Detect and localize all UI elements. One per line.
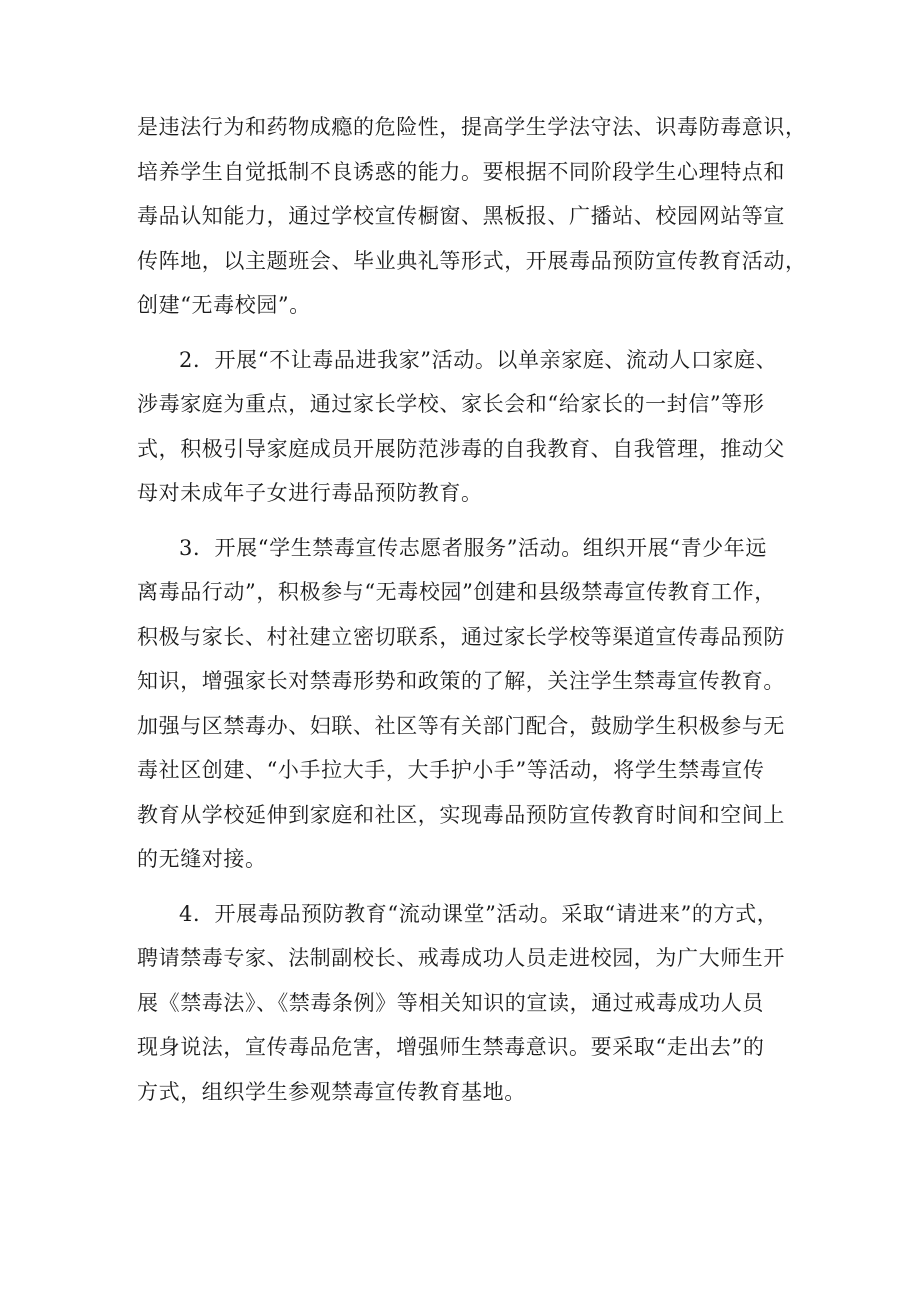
text-line: 毒品认知能力，通过学校宣传橱窗、黑板报、广播站、校园网站等宣 [137, 204, 785, 228]
paragraph-continuation [137, 105, 807, 328]
text-line: 3．开展“学生禁毒宣传志愿者服务”活动。组织开展“青少年远 [179, 535, 767, 560]
paragraph-gap [137, 882, 797, 892]
text-line: 知识，增强家长对禁毒形势和政策的了解，关注学生禁毒宣传教育。 [137, 669, 785, 693]
text-line: 传阵地，以主题班会、毕业典礼等形式，开展毒品预防宣传教育活动， [137, 248, 807, 273]
text-line: 培养学生自觉抵制不良诱惑的能力。要根据不同阶段学生心理特点和 [137, 159, 785, 184]
text-line: 毒社区创建、“小手拉大手，大手护小手”等活动，将学生禁毒宣传 [137, 758, 765, 782]
text-line: 现身说法，宣传毒品危害，增强师生禁毒意识。要采取“走出去”的 [137, 1035, 765, 1059]
text-line: 积极与家长、村社建立密切联系，通过家长学校等渠道宣传毒品预防 [137, 624, 785, 649]
text-line: 创建“无毒校园”。 [137, 293, 311, 317]
paragraph-item-3 [137, 526, 797, 882]
text-line: 涉毒家庭为重点，通过家长学校、家长会和“给家长的一封信”等形 [137, 392, 765, 416]
text-line: 加强与区禁毒办、妇联、社区等有关部门配合，鼓励学生积极参与无 [137, 713, 785, 738]
document-body [137, 105, 807, 1114]
text-line: 方式，组织学生参观禁毒宣传教育基地。 [137, 1079, 526, 1104]
paragraph-gap [137, 328, 797, 338]
paragraph-item-4 [137, 892, 797, 1115]
text-line: 母对未成年子女进行毒品预防教育。 [137, 481, 483, 505]
text-line: 的无缝对接。 [137, 847, 267, 871]
text-line: 4．开展毒品预防教育“流动课堂”活动。采取“请进来”的方式， [179, 901, 779, 926]
text-line: 教育从学校延伸到家庭和社区，实现毒品预防宣传教育时间和空间上 [137, 802, 785, 827]
text-line: 式，积极引导家庭成员开展防范涉毒的自我教育、自我管理，推动父 [137, 436, 785, 461]
text-line: 离毒品行动”，积极参与“无毒校园”创建和县级禁毒宣传教育工作， [137, 580, 776, 604]
text-line: 聘请禁毒专家、法制副校长、戒毒成功人员走进校园，为广大师生开 [137, 946, 785, 970]
text-line: 2．开展“不让毒品进我家”活动。以单亲家庭、流动人口家庭、 [179, 347, 778, 372]
paragraph-item-2 [137, 338, 797, 516]
text-line: 是违法行为和药物成瘾的危险性，提高学生学法守法、识毒防毒意识， [137, 115, 807, 139]
text-line: 展《禁毒法》、《禁毒条例》等相关知识的宣读，通过戒毒成功人员 [137, 990, 764, 1015]
paragraph-gap [137, 516, 797, 526]
